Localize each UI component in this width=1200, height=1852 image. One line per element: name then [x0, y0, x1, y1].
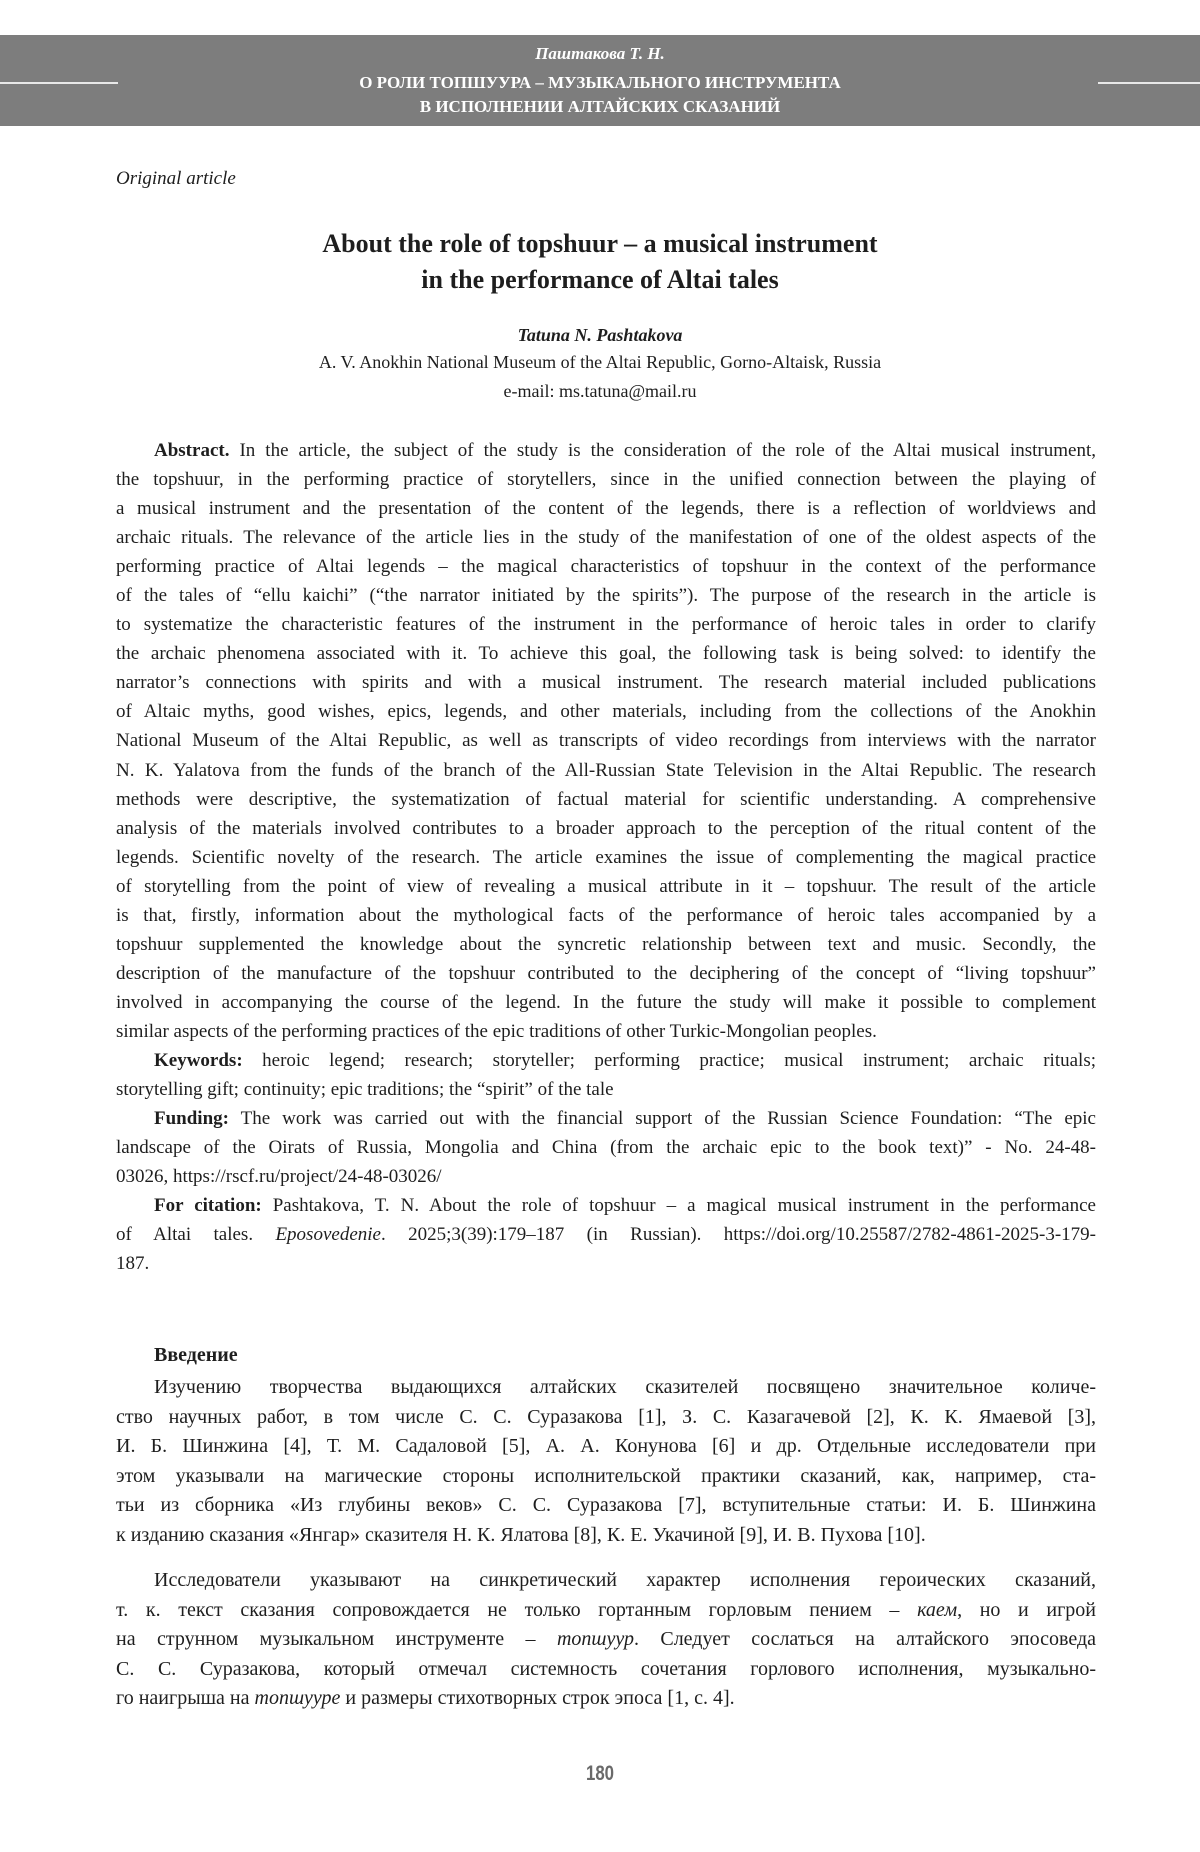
abstract-line [116, 523, 1096, 552]
abstract-line [116, 668, 1096, 697]
article-type: Original article [116, 168, 236, 189]
abstract-text: to systematize the characteristic features of the instrument in the performance of heroic tales in order to clarify [116, 614, 1096, 636]
keywords-text: heroic legend; research; storyteller; performing practice; musical instrument; archaic rituals; [242, 1049, 1096, 1071]
funding-label: Funding: [154, 1108, 229, 1130]
paragraph-2 [116, 1566, 1096, 1714]
abstract-text: similar aspects of the performing practices of the epic traditions of other Turkic-Mongolian peoples. [116, 1020, 877, 1042]
citation-text: of Altai tales. [116, 1224, 276, 1246]
citation-text: Pashtakova, T. N. About the role of topshuur – a magical musical instrument in the performance [261, 1195, 1096, 1217]
citation-label: For citation: [154, 1195, 262, 1217]
abstract-line [116, 872, 1096, 901]
citation-line [116, 1191, 1096, 1220]
abstract-text: National Museum of the Altai Republic, as well as transcripts of video recordings from interviews with the narrator [116, 730, 1096, 752]
abstract-text: methods were descriptive, the systematization of factual material for scientific understanding. A comprehensive [116, 788, 1096, 810]
affiliation: A. V. Anokhin National Museum of the Altai Republic, Gorno-Altaisk, Russia [318, 352, 882, 372]
funding-line [116, 1104, 1096, 1133]
para1-line [116, 1462, 1096, 1492]
header-author: Паштакова Т. Н. [535, 44, 665, 63]
abstract-line [116, 697, 1096, 726]
para1-text: Изучению творчества выдающихся алтайских сказителей посвящено значительное количе- [154, 1376, 1096, 1398]
abstract-line [116, 552, 1096, 581]
para1-text: к изданию сказания «Янгар» сказителя Н. К. Ялатова [8], К. Е. Укачиной [9], И. В. Пухова [10]. [116, 1523, 926, 1546]
para1-line [116, 1521, 1096, 1551]
abstract-text: the archaic phenomena associated with it. To achieve this goal, the following task is being solved: to identify the [116, 643, 1096, 665]
abstract-line [116, 843, 1096, 872]
para1-line [116, 1491, 1096, 1521]
para2-text: . Следует сослаться на алтайского эпосоведа [633, 1628, 1096, 1650]
para1-line [116, 1432, 1096, 1462]
section-heading: Введение [154, 1344, 238, 1366]
para2-text: го наигрыша на [116, 1687, 255, 1709]
para2-text: С. С. Суразакова, который отмечал системность сочетания горлового исполнения, музыкально- [116, 1657, 1096, 1680]
para2-line [116, 1596, 1096, 1626]
funding-line [116, 1133, 1096, 1162]
citation-line [116, 1249, 1096, 1278]
abstract-text: performing practice of Altai legends – the magical characteristics of topshuur in the context of the performance [116, 556, 1096, 578]
paragraph-1 [116, 1373, 1096, 1550]
abstract-label: Abstract. [154, 440, 230, 461]
page-number: 180 [585, 1762, 615, 1785]
para2-line [116, 1655, 1096, 1685]
abstract-line [116, 959, 1096, 988]
abstract-text: is that, firstly, information about the mythological facts of the performance of heroic tales accompanied by a [116, 904, 1096, 926]
abstract-line [116, 581, 1096, 610]
abstract-block [116, 436, 1096, 1278]
funding-line [116, 1162, 1096, 1191]
author-name: Tatuna N. Pashtakova [517, 325, 683, 345]
abstract-text: a musical instrument and the presentation of the content of the legends, there is a reflection of worldviews and [116, 498, 1096, 520]
abstract-line [116, 639, 1096, 668]
funding-text: 03026, https://rscf.ru/project/24-48-03026/ [116, 1166, 442, 1188]
abstract-text: legends. Scientific novelty of the research. The article examines the issue of complementing the magical practice [116, 846, 1096, 868]
abstract-text: the topshuur, in the performing practice of storytellers, since in the unified connection between the playing of [116, 469, 1096, 491]
para1-text: этом указывали на магические стороны исполнительской практики сказаний, как, например, ста- [116, 1464, 1096, 1487]
para1-text: ство научных работ, в том числе С. С. Суразакова [1], З. С. Казагачевой [2], К. К. Ямаевой [3], [116, 1405, 1096, 1428]
para2-text: т. к. текст сказания сопровождается не только гортанным горловым пением – [116, 1598, 918, 1621]
abstract-text: involved in accompanying the course of the legend. In the future the study will make it possible to complement [116, 991, 1096, 1013]
abstract-text: N. K. Yalatova from the funds of the branch of the All-Russian State Television in the Altai Republic. The research [116, 759, 1096, 781]
para2-text: и размеры стихотворных строк эпоса [1, с. 4]. [340, 1687, 735, 1709]
para2-text: топшуур [556, 1628, 634, 1650]
para2-text: каем [917, 1598, 958, 1621]
header-title-line1: О РОЛИ ТОПШУУРА – МУЗЫКАЛЬНОГО ИНСТРУМЕНТА [359, 73, 841, 92]
funding-text: landscape of the Oirats of Russia, Mongolia and China (from the archaic epic to the book text)” - No. 24-48- [116, 1137, 1096, 1159]
title-line2: in the performance of Altai tales [421, 265, 779, 294]
keywords-line [116, 1075, 1096, 1104]
abstract-text: of storytelling from the point of view of revealing a musical attribute in it – topshuur. The result of the article [116, 875, 1096, 897]
citation-text: . 2025;3(39):179–187 (in Russian). https://doi.org/10.25587/2782-4861-2025-3-179- [380, 1224, 1096, 1246]
citation-line [116, 1220, 1096, 1249]
para2-line [116, 1566, 1096, 1596]
running-header [0, 35, 1200, 126]
para2-line [116, 1684, 1096, 1714]
para1-line [116, 1373, 1096, 1403]
citation-text: 187. [116, 1253, 150, 1275]
keywords-line [116, 1046, 1096, 1075]
header-title-line2: В ИСПОЛНЕНИИ АЛТАЙСКИХ СКАЗАНИЙ [419, 97, 781, 116]
para2-text: , но и игрой [957, 1598, 1096, 1621]
title-line1: About the role of topshuur – a musical instrument [322, 229, 878, 258]
abstract-text: narrator’s connections with spirits and with a musical instrument. The research material included publications [116, 672, 1096, 694]
abstract-text: In the article, the subject of the study is the consideration of the role of the Altai musical instrument, [229, 440, 1096, 461]
article-title [0, 226, 1200, 298]
abstract-line [116, 756, 1096, 785]
abstract-line [116, 814, 1096, 843]
para2-text: Исследователи указывают на синкретический характер исполнения героических сказаний, [154, 1569, 1096, 1591]
abstract-line [116, 610, 1096, 639]
abstract-line [116, 436, 1096, 465]
abstract-line [116, 494, 1096, 523]
abstract-text: description of the manufacture of the topshuur contributed to the deciphering of the concept of “living topshuur” [116, 962, 1096, 984]
para1-text: И. Б. Шинжина [4], Т. М. Садаловой [5], А. А. Конунова [6] и др. Отдельные исследователи при [116, 1435, 1096, 1457]
abstract-line [116, 930, 1096, 959]
keywords-text: storytelling gift; continuity; epic traditions; the “spirit” of the tale [116, 1079, 614, 1101]
abstract-text: topshuur supplemented the knowledge about the syncretic relationship between text and music. Secondly, the [116, 933, 1096, 955]
para1-line [116, 1403, 1096, 1433]
para2-text: топшууре [254, 1687, 341, 1709]
funding-text: The work was carried out with the financial support of the Russian Science Foundation: “The epic [228, 1108, 1096, 1130]
para2-text: на струнном музыкальном инструменте – [116, 1628, 557, 1650]
author-email: e-mail: ms.tatuna@mail.ru [503, 381, 697, 401]
abstract-line [116, 726, 1096, 755]
abstract-text: analysis of the materials involved contributes to a broader approach to the perception of the ritual content of the [116, 817, 1096, 839]
para2-line [116, 1625, 1096, 1655]
abstract-line [116, 1017, 1096, 1046]
para1-text: тьи из сборника «Из глубины веков» С. С. Суразакова [7], вступительные статьи: И. Б. Шинжина [116, 1494, 1096, 1516]
abstract-text: archaic rituals. The relevance of the article lies in the study of the manifestation of one of the oldest aspects of the [116, 527, 1096, 549]
keywords-label: Keywords: [154, 1049, 243, 1071]
abstract-line [116, 465, 1096, 494]
abstract-line [116, 785, 1096, 814]
citation-text: Eposovedenie [275, 1224, 381, 1246]
abstract-text: of the tales of “ellu kaichi” (“the narrator initiated by the spirits”). The purpose of the research in the article is [116, 585, 1096, 607]
abstract-line [116, 901, 1096, 930]
abstract-line [116, 988, 1096, 1017]
abstract-text: of Altaic myths, good wishes, epics, legends, and other materials, including from the collections of the Anokhin [116, 701, 1096, 723]
